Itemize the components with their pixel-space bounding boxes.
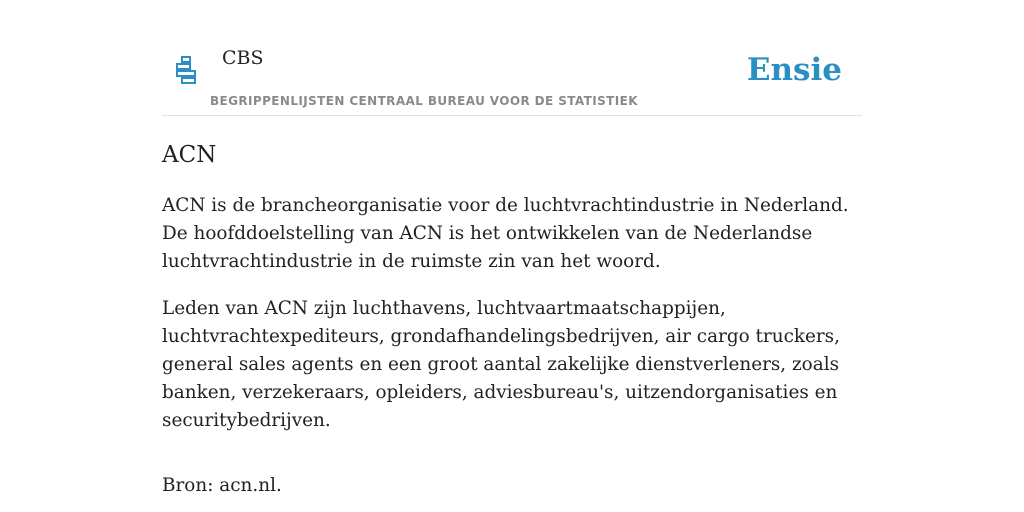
article-paragraph: ACN is de brancheorganisatie voor de luchtvrachtindustrie in Nederland. De hoofddoelstelling van ACN is het ontwikkelen van de Nederlandse luchtvrachtindustrie in de ruimste zin van het woord.: [162, 195, 849, 272]
header: [162, 40, 862, 116]
article-source: Bron: acn.nl.: [162, 475, 282, 496]
article-paragraph: Leden van ACN zijn luchthavens, luchtvaartmaatschappijen, luchtvrachtexpediteurs, grondafhandelingsbedrijven, air cargo truckers, general sales agents en een groot aantal zakelijke dienstverleners, zoals banken, verzekeraars, opleiders, adviesbureau's, uitzendorganisaties en securitybedrijven.: [162, 298, 840, 431]
article-body: [162, 192, 867, 512]
page-title: ACN: [162, 142, 217, 168]
header-subtitle: BEGRIPPENLIJSTEN CENTRAAL BUREAU VOOR DE STATISTIEK: [210, 94, 638, 108]
org-name: CBS: [222, 47, 264, 69]
ensie-logo-link[interactable]: Ensie: [746, 52, 842, 88]
cbs-logo-icon: [174, 56, 198, 86]
